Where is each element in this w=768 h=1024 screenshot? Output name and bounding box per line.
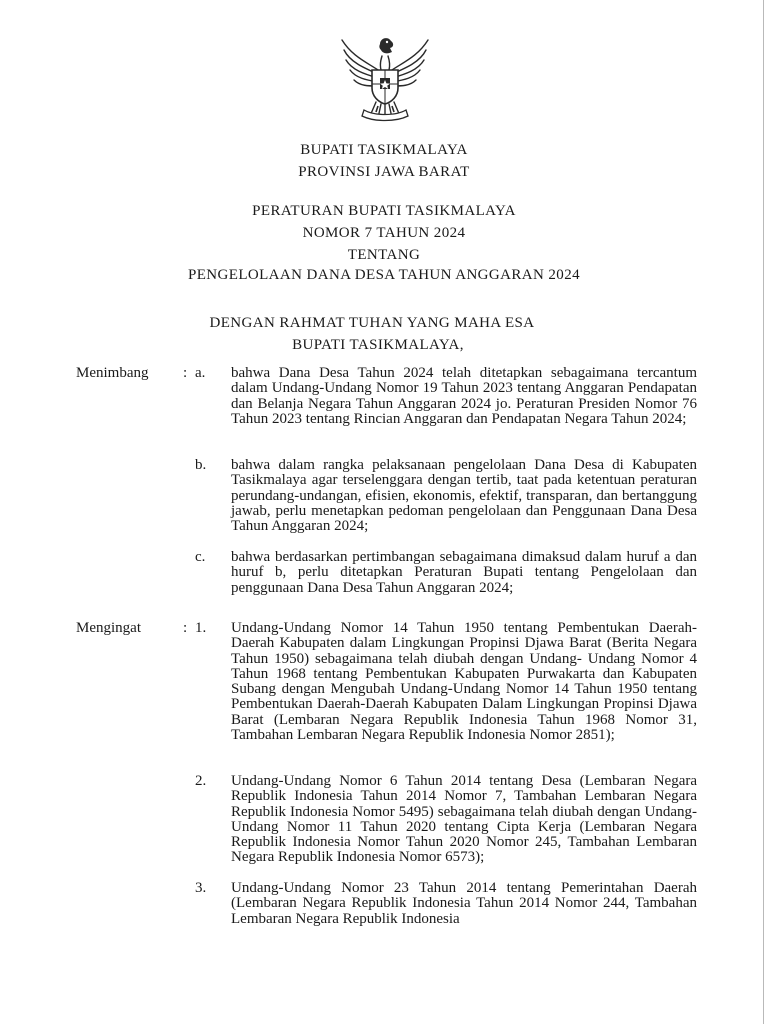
menimbang-colon: : (183, 365, 188, 381)
invocation-line: DENGAN RAHMAT TUHAN YANG MAHA ESA (209, 315, 535, 331)
regulation-about-label: TENTANG (347, 247, 421, 263)
province-title: PROVINSI JAWA BARAT (298, 164, 470, 180)
mengingat-item-1: Undang-Undang Nomor 14 Tahun 1950 tentang Pembentukan Daerah-Daerah Kabupaten dalam Lingkungan Propinsi Djawa Barat (Berita Negara Tahun 1950) sebagaimana telah diubah dengan Undang- Undang Nomor 4 Tahun 1968 tentang Pembentukan Kabupaten Purwakarta dan Kabupaten Subang dengan Mengubah Undang-Undang Nomor 14 Tahun 1950 tentang Pembentukan Daerah-Daerah Kabupaten Dalam Lingkungan Propinsi Djawa Barat (Lembaran Negara Republik Indonesia Tahun 1968 Nomor 31, Tambahan Lembaran Negara Republik Indonesia Nomor 2851); (231, 620, 697, 744)
garuda-emblem-icon (336, 26, 434, 126)
menimbang-marker-b: b. (195, 457, 207, 473)
menimbang-marker-c: c. (195, 549, 206, 565)
regulation-subject: PENGELOLAAN DANA DESA TAHUN ANGGARAN 2024 (187, 267, 580, 283)
mengingat-item-2: Undang-Undang Nomor 6 Tahun 2014 tentang Desa (Lembaran Negara Republik Indonesia Tahun 2014 Nomor 7, Tambahan Lembaran Negara Republik Indonesia Nomor 5495) sebagaimana telah diubah dengan Undang-Undang Nomor 11 Tahun 2020 tentang Cipta Kerja (Lembaran Negara Republik Indonesia Nomor Tahun 2020 Nomor 245, Tambahan Lembaran Negara Republik Indonesia Nomor 6573); (231, 773, 697, 866)
mengingat-marker-1: 1. (195, 620, 207, 636)
menimbang-item-c: bahwa berdasarkan pertimbangan sebagaimana dimaksud dalam huruf a dan huruf b, perlu ditetapkan Peraturan Bupati tentang Pengelolaan dan penggunaan Dana Desa Tahun Anggaran 2024; (231, 549, 697, 596)
issuer-line: BUPATI TASIKMALAYA, (292, 337, 464, 353)
menimbang-label: Menimbang (76, 365, 149, 381)
mengingat-marker-2: 2. (195, 773, 207, 789)
regent-title: BUPATI TASIKMALAYA (300, 142, 468, 158)
menimbang-item-a: bahwa Dana Desa Tahun 2024 telah ditetapkan sebagaimana tercantum dalam Undang-Undang Nomor 19 Tahun 2023 tentang Anggaran Pendapatan dan Belanja Negara Tahun Anggaran 2024 jo. Peraturan Presiden Nomor 76 Tahun 2023 tentang Rincian Anggaran dan Pendapatan Negara Tahun 2024; (231, 365, 697, 427)
mengingat-label: Mengingat (76, 620, 141, 636)
regulation-title: PERATURAN BUPATI TASIKMALAYA (252, 203, 516, 219)
menimbang-item-b: bahwa dalam rangka pelaksanaan pengelolaan Dana Desa di Kabupaten Tasikmalaya agar terselenggara dengan tertib, taat pada ketentuan peraturan perundang-undangan, efisien, ekonomis, efektif, transparan, dan bertanggung jawab, perlu menetapkan pedoman pengelolaan dan Penggunaan Dana Desa Tahun Anggaran 2024; (231, 457, 697, 535)
mengingat-marker-3: 3. (195, 880, 207, 896)
regulation-number: NOMOR 7 TAHUN 2024 (302, 225, 466, 241)
mengingat-colon: : (183, 620, 188, 636)
menimbang-marker-a: a. (195, 365, 206, 381)
mengingat-item-3: Undang-Undang Nomor 23 Tahun 2014 tentang Pemerintahan Daerah (Lembaran Negara Republik Indonesia Tahun 2014 Nomor 244, Tambahan Lembaran Negara Republik Indonesia (231, 880, 697, 927)
